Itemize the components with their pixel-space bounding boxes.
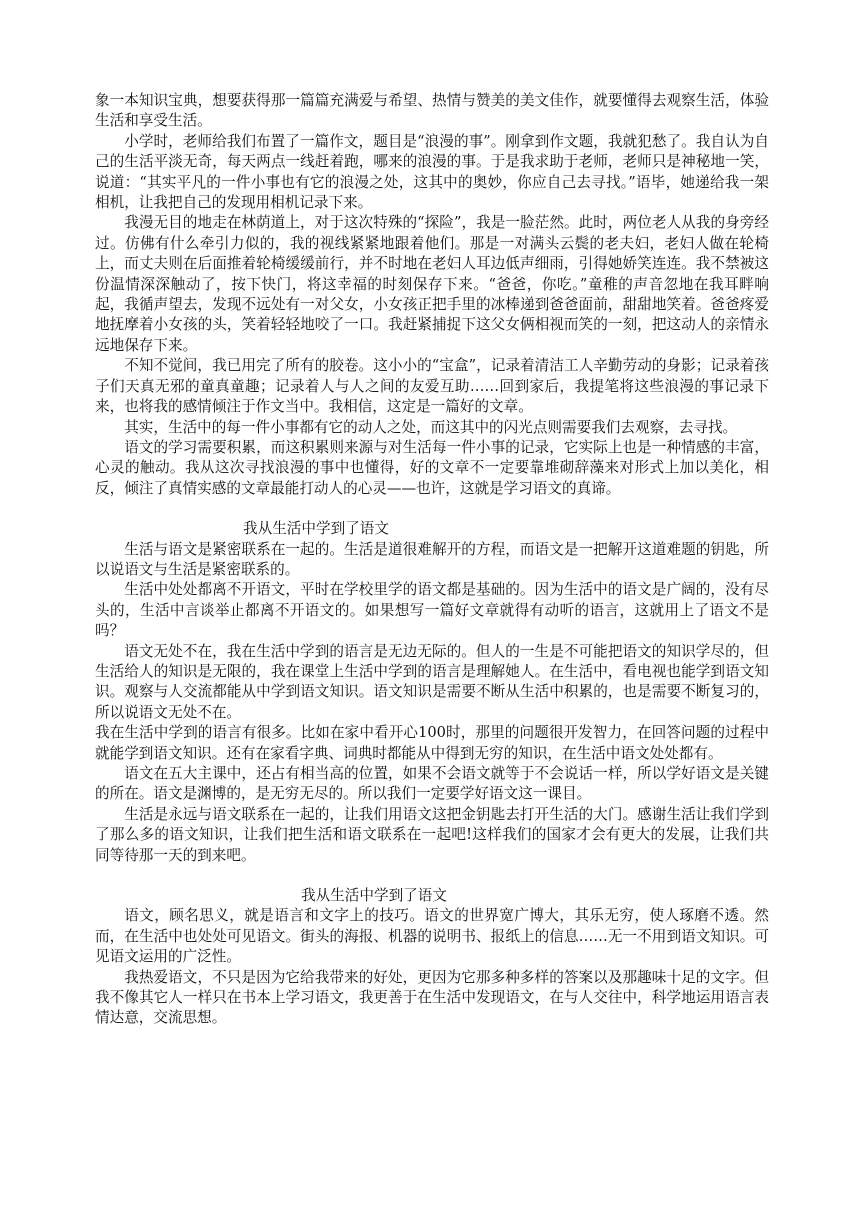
section-gap bbox=[95, 499, 769, 519]
paragraph: 不知不觉间，我已用完了所有的胶卷。这小小的“宝盒”，记录着清洁工人辛勤劳动的身影；记录着孩子们天真无邪的童真童趣；记录着人与人之间的友爱互助……回到家后，我提笔将这些浪漫的事记录下来，也将我的感情倾注于作文当中。我相信，这定是一篇好的文章。 bbox=[95, 357, 769, 416]
essay-title: 我从生活中学到了语文 bbox=[243, 520, 389, 538]
paragraph: 语文无处不在，我在生活中学到的语言是无边无际的。但人的一生是不可能把语文的知识学尽的，但生活给人的知识是无限的，我在课堂上生活中学到的语言是理解她人。在生活中，看电视也能学到语文知识。观察与人交流都能从中学到语文知识。语文知识是需要不断从生活中积累的，也是需要不断复习的，所以说语文无处不在。 bbox=[95, 642, 769, 721]
paragraph: 其实，生活中的每一件小事都有它的动人之处，而这其中的闪光点则需要我们去观察，去寻找。 bbox=[124, 418, 738, 436]
document-page bbox=[95, 91, 769, 1029]
paragraph: 小学时，老师给我们布置了一篇作文，题目是“浪漫的事”。刚拿到作文题，我就犯愁了。我自认为自己的生活平淡无奇，每天两点一线赶着跑，哪来的浪漫的事。于是我求助于老师，老师只是神秘地一笑，说道：“其实平凡的一件小事也有它的浪漫之处，这其中的奥妙，你应自己去寻找。”语毕，她递给我一架相机，让我把自己的发现用相机记录下来。 bbox=[95, 132, 769, 212]
paragraph: 我在生活中学到的语言有很多。比如在家中看开心100时，那里的问题很开发智力，在回答问题的过程中就能学到语文知识。还有在家看字典、词典时都能从中得到无穷的知识，在生活中语文处处都有。 bbox=[95, 724, 769, 762]
essay-title: 我从生活中学到了语文 bbox=[301, 887, 447, 905]
paragraph: 生活中处处都离不开语文，平时在学校里学的语文都是基础的。因为生活中的语文是广阔的，没有尽头的，生活中言谈举止都离不开语文的。如果想写一篇好文章就得有动听的语言，这就用上了语文不是吗？ bbox=[95, 581, 769, 640]
paragraph: 生活是永远与语文联系在一起的，让我们用语文这把金钥匙去打开生活的大门。感谢生活让我们学到了那么多的语文知识，让我们把生活和语文联系在一起吧!这样我们的国家才会有更大的发展，让我们共同等待那一天的到来吧。 bbox=[95, 805, 769, 864]
paragraph: 我热爱语文，不只是因为它给我带来的好处，更因为它那多种多样的答案以及那趣味十足的文字。但我不像其它人一样只在书本上学习语文，我更善于在生活中发现语文，在与人交往中，科学地运用语言表情达意，交流思想。 bbox=[95, 968, 769, 1027]
paragraph: 语文，顾名思义，就是语言和文字上的技巧。语文的世界宽广博大，其乐无穷，使人琢磨不透。然而，在生活中也处处可见语文。街头的海报、机器的说明书、报纸上的信息……无一不用到语文知识。可见语文运用的广泛性。 bbox=[95, 907, 769, 966]
paragraph: 语文在五大主课中，还占有相当高的位置，如果不会语文就等于不会说话一样，所以学好语文是关键的所在。语文是渊博的，是无穷无尽的。所以我们一定要学好语文这一课目。 bbox=[95, 765, 769, 803]
paragraph: 我漫无目的地走在林荫道上，对于这次特殊的“探险”，我是一脸茫然。此时，两位老人从我的身旁经过。仿佛有什么牵引力似的，我的视线紧紧地跟着他们。那是一对满头云鬓的老夫妇，老妇人做在轮椅上，而丈夫则在后面推着轮椅缓缓前行，并不时地在老妇人耳边低声细雨，引得她娇笑连连。我不禁被这份温情深深触动了，按下快门，将这幸福的时刻保存下来。“爸爸，你吃。”童稚的声音忽地在我耳畔响起，我循声望去，发现不远处有一对父女，小女孩正把手里的冰棒递到爸爸面前，甜甜地笑着。爸爸疼爱地抚摩着小女孩的头，笑着轻轻地咬了一口。我赶紧捕捉下这父女俩相视而笑的一刻，把这动人的亲情永远地保存下来。 bbox=[95, 214, 769, 354]
paragraph: 语文的学习需要积累，而这积累则来源与对生活每一件小事的记录，它实际上也是一种情感的丰富，心灵的触动。我从这次寻找浪漫的事中也懂得，好的文章不一定要靠堆砌辞藻来对形式上加以美化，相反，倾注了真情实感的文章最能打动人的心灵——也许，这就是学习语文的真谛。 bbox=[95, 438, 769, 497]
paragraph: 生活与语文是紧密联系在一起的。生活是道很难解开的方程，而语文是一把解开这道难题的钥匙，所以说语文与生活是紧密联系的。 bbox=[95, 540, 769, 578]
paragraph: 象一本知识宝典，想要获得那一篇篇充满爱与希望、热情与赞美的美文佳作，就要懂得去观察生活，体验生活和享受生活。 bbox=[95, 92, 769, 130]
section-gap bbox=[95, 866, 769, 886]
